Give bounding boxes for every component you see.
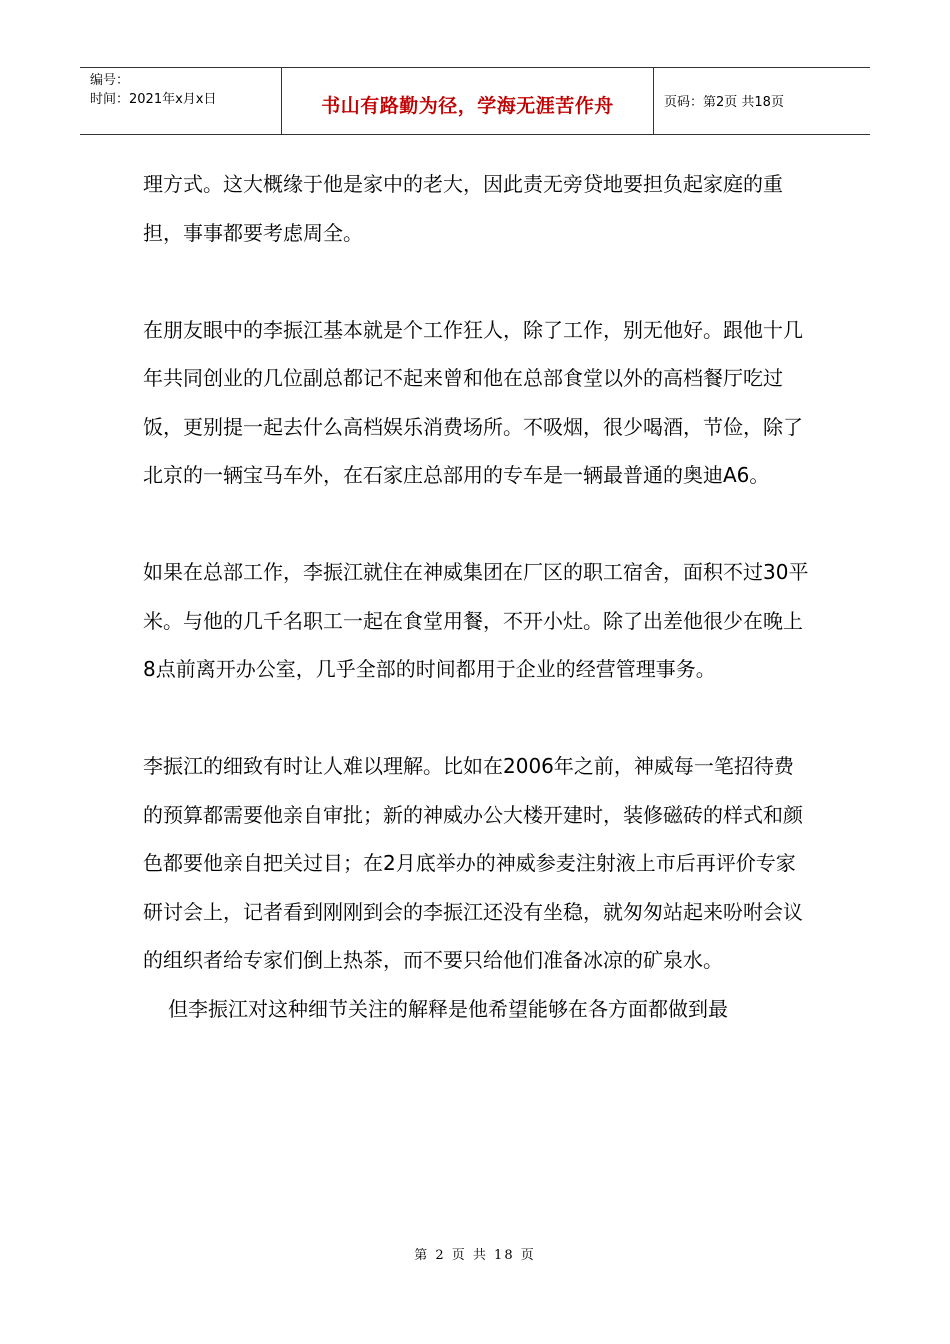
header-motto-cell xyxy=(282,68,654,134)
page-footer: 第 2 页 共 18 页 xyxy=(414,1248,536,1263)
header-page-cell xyxy=(654,68,870,134)
page-header xyxy=(80,67,870,135)
document-body xyxy=(143,160,813,1033)
header-meta-cell xyxy=(80,68,282,134)
paragraph: 如果在总部工作，李振江就住在神威集团在厂区的职工宿舍，面积不过30平米。与他的几千名职工一起在食堂用餐，不开小灶。除了出差他很少在晚上8点前离开办公室，几乎全部的时间都用于企业的经营管理事务。 xyxy=(143,560,809,681)
paragraph: 理方式。这大概缘于他是家中的老大，因此责无旁贷地要担负起家庭的重担，事事都要考虑周全。 xyxy=(143,172,783,245)
paragraph: 在朋友眼中的李振江基本就是个工作狂人，除了工作，别无他好。跟他十几年共同创业的几位副总都记不起来曾和他在总部食堂以外的高档餐厅吃过饭，更别提一起去什么高档娱乐消费场所。不吸烟，很少喝酒，节俭，除了北京的一辆宝马车外，在石家庄总部用的专车是一辆最普通的奥迪A6。 xyxy=(143,317,803,487)
header-motto: 书山有路勤为径，学海无涯苦作舟 xyxy=(321,95,614,117)
document-number-label: 编号： xyxy=(90,73,130,88)
header-page-number: 页码：第2页 共18页 xyxy=(664,95,784,110)
paragraph: 李振江的细致有时让人难以理解。比如在2006年之前，神威每一笔招待费的预算都需要他亲自审批；新的神威办公大楼开建时，装修磁砖的样式和颜色都要他亲自把关过目；在2月底举办的神威参麦注射液上市后再评价专家研讨会上，记者看到刚刚到会的李振江还没有坐稳，就匆匆站起来吩咐会议的组织者给专家们倒上热茶，而不要只给他们准备冰凉的矿泉水。 xyxy=(143,754,803,972)
paragraph: 但李振江对这种细节关注的解释是他希望能够在各方面都做到最 xyxy=(168,996,728,1021)
document-time-label: 时间：2021年x月x日 xyxy=(90,92,217,107)
